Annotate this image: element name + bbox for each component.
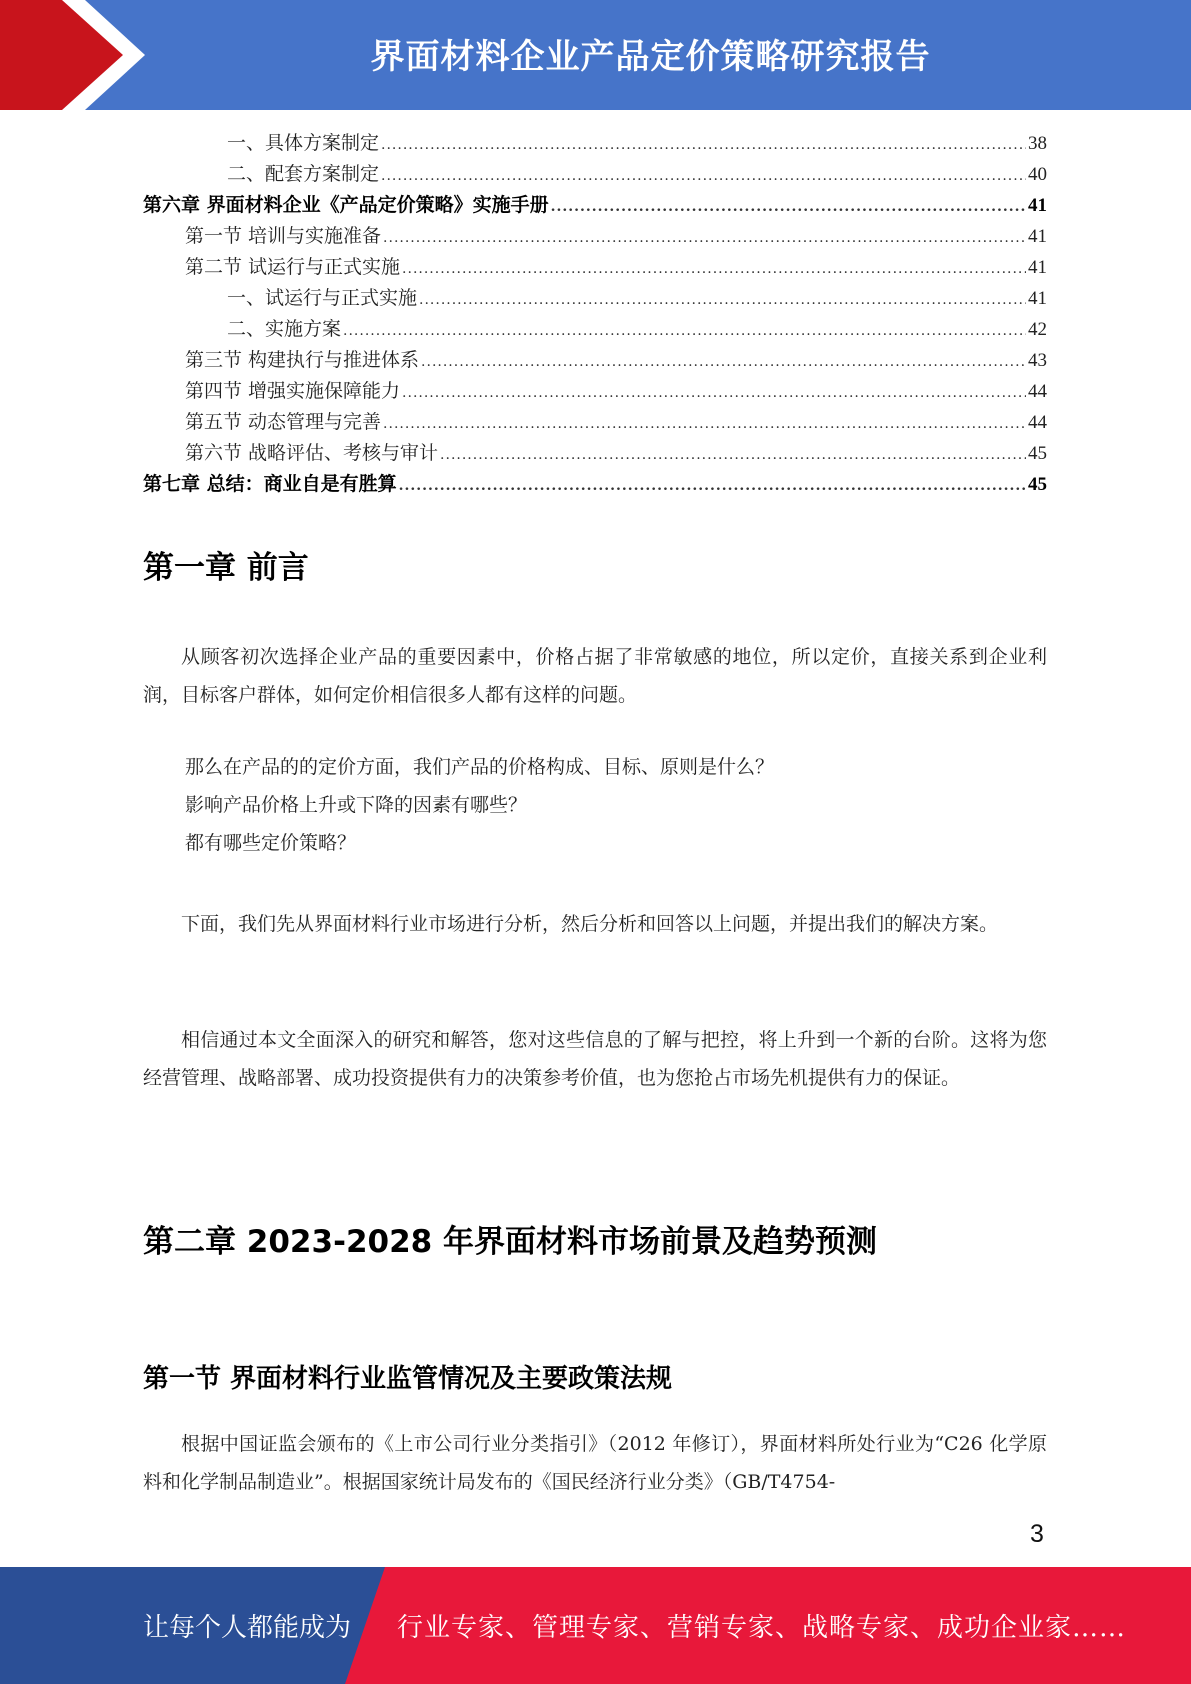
toc-leader-dots	[402, 378, 1026, 409]
toc-leader-dots	[419, 285, 1026, 316]
chapter1-paragraph-2: 下面，我们先从界面材料行业市场进行分析，然后分析和回答以上问题，并提出我们的解决方案。	[181, 913, 999, 935]
toc-entry[interactable]	[143, 221, 1047, 252]
page-footer	[0, 1567, 1191, 1684]
chapter2-section1-title: 第一节 界面材料行业监管情况及主要政策法规	[143, 1364, 673, 1394]
toc-entry[interactable]	[143, 438, 1047, 469]
chapter1-paragraph-3: 相信通过本文全面深入的研究和解答，您对这些信息的了解与把控，将上升到一个新的台阶。这将为您经营管理、战略部署、成功投资提供有力的决策参考价值，也为您抢占市场先机提供有力的保证。	[143, 1029, 1047, 1089]
header-title: 界面材料企业产品定价策略研究报告	[370, 36, 931, 77]
toc-leader-dots	[402, 254, 1026, 285]
toc-entry[interactable]	[143, 159, 1047, 190]
toc-entry-page: 38	[1028, 133, 1047, 154]
toc-leader-dots	[383, 409, 1026, 440]
chapter1-paragraph-1: 从顾客初次选择企业产品的重要因素中，价格占据了非常敏感的地位，所以定价，直接关系到企业利润，目标客户群体，如何定价相信很多人都有这样的问题。	[143, 646, 1047, 706]
toc-leader-dots	[383, 223, 1026, 254]
toc-entry[interactable]	[143, 283, 1047, 314]
toc-entry-title: 第四节 增强实施保障能力	[185, 380, 401, 402]
toc-leader-dots	[551, 192, 1026, 223]
toc-entry-title: 一、试运行与正式实施	[227, 287, 418, 309]
toc-entry[interactable]	[143, 469, 1047, 500]
toc-entry-page: 41	[1028, 226, 1047, 247]
toc-entry[interactable]	[143, 407, 1047, 438]
toc-entry-title: 一、具体方案制定	[227, 132, 380, 154]
toc-entry-title: 二、实施方案	[227, 318, 342, 340]
toc-entry-page: 41	[1028, 288, 1047, 309]
toc-entry[interactable]	[143, 376, 1047, 407]
toc-entry-page: 42	[1028, 319, 1047, 340]
toc-entry-page: 43	[1028, 350, 1047, 371]
footer-slogan-right: 行业专家、管理专家、营销专家、战略专家、成功企业家……	[397, 1613, 1127, 1643]
chapter1-question-1: 那么在产品的的定价方面，我们产品的价格构成、目标、原则是什么？	[185, 756, 775, 778]
toc-entry[interactable]	[143, 345, 1047, 376]
toc-leader-dots	[343, 316, 1026, 347]
toc-entry-title: 第七章 总结：商业自是有胜算	[143, 473, 397, 495]
toc-entry-page: 45	[1028, 474, 1047, 495]
toc-entry[interactable]	[143, 128, 1047, 159]
toc-entry-page: 41	[1028, 195, 1047, 216]
table-of-contents	[143, 128, 1047, 500]
toc-entry-title: 第一节 培训与实施准备	[185, 225, 382, 247]
toc-entry[interactable]	[143, 252, 1047, 283]
page-number: 3	[1030, 1520, 1044, 1548]
toc-leader-dots	[381, 130, 1026, 161]
toc-entry-page: 41	[1028, 257, 1047, 278]
toc-entry-page: 40	[1028, 164, 1047, 185]
toc-entry-title: 第六节 战略评估、考核与审计	[185, 442, 439, 464]
toc-leader-dots	[399, 471, 1026, 502]
toc-entry-title: 二、配套方案制定	[227, 163, 380, 185]
chapter2-title: 第二章 2023-2028 年界面材料市场前景及趋势预测	[143, 1224, 878, 1260]
toc-leader-dots	[440, 440, 1026, 471]
chapter2-section1-paragraph: 根据中国证监会颁布的《上市公司行业分类指引》（2012 年修订），界面材料所处行业为“C26 化学原料和化学制品制造业”。根据国家统计局发布的《国民经济行业分类》（GB/T4754-	[143, 1433, 1047, 1493]
toc-entry-page: 45	[1028, 443, 1047, 464]
toc-entry-title: 第五节 动态管理与完善	[185, 411, 382, 433]
header-arrow-graphic	[0, 0, 160, 110]
chapter1-title: 第一章 前言	[143, 550, 309, 586]
chapter1-question-3: 都有哪些定价策略？	[185, 832, 357, 854]
toc-entry[interactable]	[143, 314, 1047, 345]
toc-entry-page: 44	[1028, 381, 1047, 402]
toc-entry-title: 第三节 构建执行与推进体系	[185, 349, 420, 371]
toc-entry-title: 第六章 界面材料企业《产品定价策略》实施手册	[143, 194, 549, 216]
toc-entry[interactable]	[143, 190, 1047, 221]
toc-entry-title: 第二节 试运行与正式实施	[185, 256, 401, 278]
chapter1-question-2: 影响产品价格上升或下降的因素有哪些？	[185, 794, 528, 816]
footer-slogan-left: 让每个人都能成为	[143, 1613, 352, 1643]
toc-leader-dots	[381, 161, 1026, 192]
page-header	[0, 0, 1191, 110]
toc-leader-dots	[421, 347, 1026, 378]
toc-entry-page: 44	[1028, 412, 1047, 433]
